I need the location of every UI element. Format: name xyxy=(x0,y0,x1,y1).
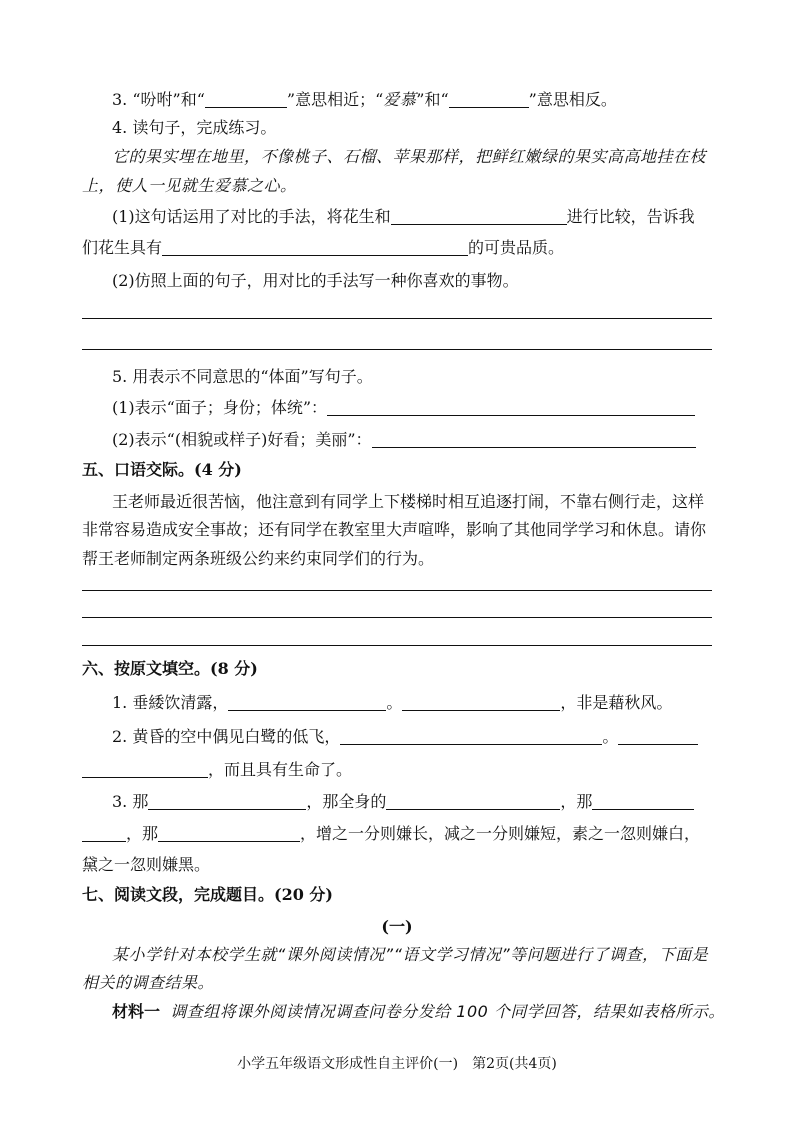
q5-title: 5. 用表示不同意思的“体面”写句子。 xyxy=(112,367,373,386)
section-6-title: 六、按原文填空。(8 分) xyxy=(82,659,258,678)
q4-sub1-line2: 们花生具有 的可贵品质。 xyxy=(82,238,565,257)
s6-q1-blank-1[interactable] xyxy=(228,694,386,711)
answer-line[interactable] xyxy=(82,590,712,591)
s6-q3-blank-4[interactable] xyxy=(82,825,126,842)
section-6-q3-line2: ，那 ，增之一分则嫌长，减之一分则嫌短，素之一忽则嫌白， xyxy=(82,822,712,846)
section-6-q2-line1: 2. 黄昏的空中偶见白鹭的低飞， 。 xyxy=(112,725,712,749)
section-5-title: 五、口语交际。(4 分) xyxy=(82,460,242,479)
s6-q1-blank-2[interactable] xyxy=(402,694,560,711)
section-6-q3-line3: 黛之一忽则嫌黑。 xyxy=(82,855,211,874)
answer-line[interactable] xyxy=(82,617,712,618)
answer-line[interactable] xyxy=(82,645,712,646)
s6-q3-blank-1[interactable] xyxy=(148,793,306,810)
s6-q2-blank-3[interactable] xyxy=(82,761,208,778)
material-1: 材料一 调查组将课外阅读情况调查问卷分发给 100 个同学回答，结果如表格所示。 xyxy=(112,1002,725,1021)
section-5-para-1: 王老师最近很苦恼，他注意到有同学上下楼梯时相互追逐打闹，不靠右侧行走，这样 xyxy=(112,492,705,511)
q4-passage-1: 它的果实埋在地里，不像桃子、石榴、苹果那样，把鲜红嫩绿的果实高高地挂在枝 xyxy=(112,147,707,166)
section-7-title: 七、阅读文段，完成题目。(20 分) xyxy=(82,885,333,904)
section-5-para-2: 非常容易造成安全事故；还有同学在教室里大声喧哗，影响了其他同学学习和休息。请你 xyxy=(82,520,707,539)
q4-sub1-blank-1[interactable] xyxy=(391,208,567,225)
q3-blank-2[interactable] xyxy=(449,91,529,108)
s6-q3-blank-5[interactable] xyxy=(158,825,300,842)
q4-sub1-blank-2[interactable] xyxy=(162,239,468,256)
s6-q3-blank-2[interactable] xyxy=(386,793,560,810)
q4-sub1-line1: (1)这句话运用了对比的手法，将花生和 进行比较，告诉我 xyxy=(112,207,695,226)
section-7-subtitle: (一) xyxy=(381,917,413,936)
section-7-para-2: 相关的调查结果。 xyxy=(82,973,215,992)
q5-blank-2[interactable] xyxy=(372,431,696,448)
q3-line: 3. “吩咐”和“ ”意思相近；“爱慕”和“ ”意思相反。 xyxy=(112,90,617,109)
section-6-q1: 1. 垂緌饮清露， 。 ，非是藉秋风。 xyxy=(112,693,673,712)
q3-blank-1[interactable] xyxy=(205,91,287,108)
section-7-para-1: 某小学针对本校学生就“课外阅读情况”“语文学习情况”等问题进行了调查，下面是 xyxy=(112,945,709,964)
section-5-para-3: 帮王老师制定两条班级公约来约束同学们的行为。 xyxy=(82,549,435,568)
section-6-q2-line2: ，而且具有生命了。 xyxy=(82,758,712,782)
answer-line[interactable] xyxy=(82,318,712,319)
page-footer: 小学五年级语文形成性自主评价(一) 第2页(共4页) xyxy=(237,1056,557,1072)
q4-sub2: (2)仿照上面的句子，用对比的手法写一种你喜欢的事物。 xyxy=(112,271,519,290)
q5-sub2: (2)表示“(相貌或样子)好看；美丽”： xyxy=(112,428,712,452)
s6-q3-blank-3[interactable] xyxy=(592,793,694,810)
s6-q2-blank-2[interactable] xyxy=(618,728,698,745)
q4-passage-2: 上，使人一见就生爱慕之心。 xyxy=(82,176,297,195)
s6-q2-blank-1[interactable] xyxy=(340,728,602,745)
q5-sub1: (1)表示“面子；身份；体统”： xyxy=(112,396,712,420)
answer-line[interactable] xyxy=(82,349,712,350)
q5-blank-1[interactable] xyxy=(327,399,695,416)
section-6-q3-line1: 3. 那 ，那全身的 ，那 xyxy=(112,790,712,814)
q4-title: 4. 读句子，完成练习。 xyxy=(112,118,277,137)
